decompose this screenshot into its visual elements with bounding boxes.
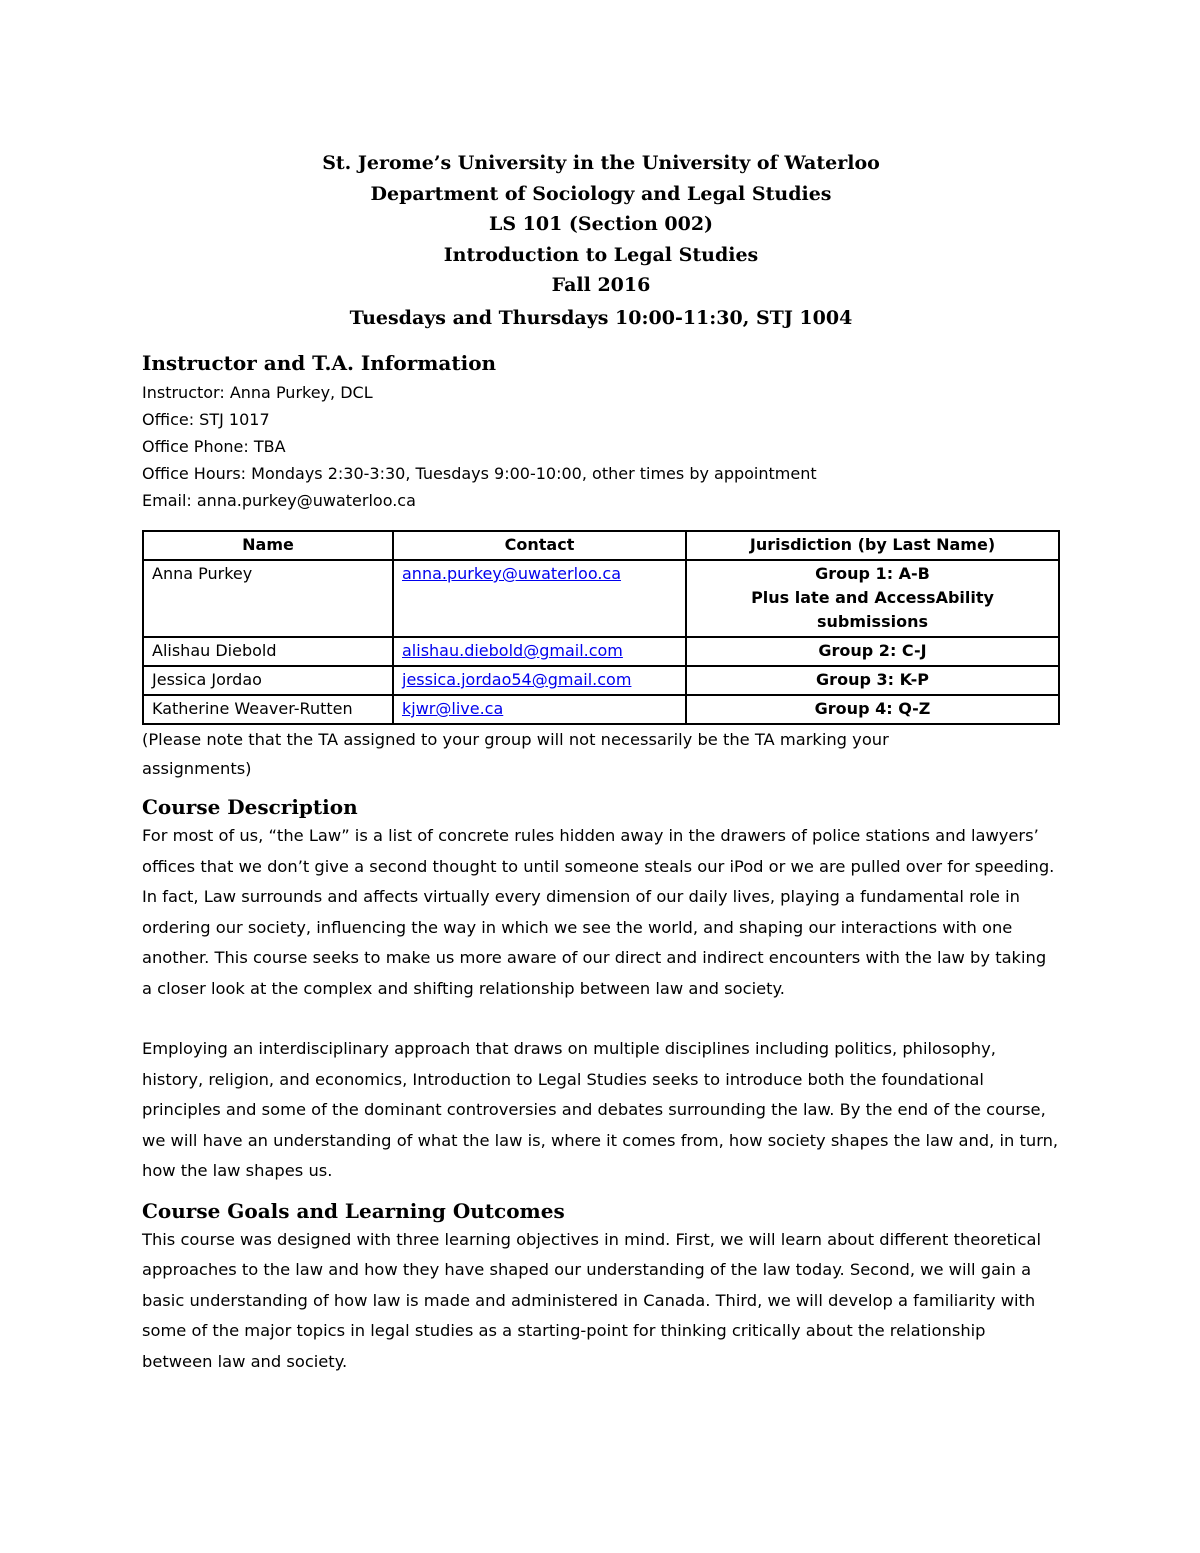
jurisdiction-extra: Plus late and AccessAbility submissions (751, 588, 994, 631)
course-title: Introduction to Legal Studies (443, 243, 759, 266)
ta-email-link[interactable]: alishau.diebold@gmail.com (402, 641, 623, 660)
column-header-contact: Contact (393, 531, 686, 560)
table-header-row (143, 531, 1059, 560)
jurisdiction-group: Group 1: A-B (815, 564, 930, 583)
course-schedule: Tuesdays and Thursdays 10:00-11:30, STJ 1004 (349, 306, 853, 329)
course-header (142, 148, 1060, 333)
instructor-info (142, 379, 1060, 514)
course-goals-heading: Course Goals and Learning Outcomes (142, 1198, 565, 1223)
ta-name: Katherine Weaver-Rutten (143, 695, 393, 724)
ta-contact (393, 637, 686, 666)
course-description-paragraph-1: For most of us, “the Law” is a list of concrete rules hidden away in the drawers of police stations and lawyers’ offices that we don’t give a second thought to until someone steals our iPod or we are pulled over for speeding. In fact, Law surrounds and affects virtually every dimension of our daily lives, playing a fundamental role in ordering our society, influencing the way in which we see the world, and shaping our interactions with one another. This course seeks to make us more aware of our direct and indirect encounters with the law by taking a closer look at the complex and shifting relationship between law and society. (142, 826, 1055, 998)
office-hours: Office Hours: Mondays 2:30-3:30, Tuesdays 9:00-10:00, other times by appointment (142, 464, 817, 483)
table-row (143, 695, 1059, 724)
ta-table (142, 530, 1060, 725)
syllabus-page (142, 148, 1060, 1377)
ta-jurisdiction: Group 3: K-P (686, 666, 1059, 695)
course-description-heading: Course Description (142, 795, 358, 819)
column-header-name: Name (143, 531, 393, 560)
course-description-paragraph-2: Employing an interdisciplinary approach that draws on multiple disciplines including politics, philosophy, history, religion, and economics, Introduction to Legal Studies seeks to introduce both the foundational principles and some of the dominant controversies and debates surrounding the law. By the end of the course, we will have an understanding of what the law is, where it comes from, how society shapes the law and, in turn, how the law shapes us. (142, 1039, 1059, 1180)
ta-email-link[interactable]: jessica.jordao54@gmail.com (402, 670, 632, 689)
department-title: Department of Sociology and Legal Studies (370, 182, 832, 205)
ta-contact (393, 666, 686, 695)
ta-jurisdiction (686, 560, 1059, 637)
ta-email-link[interactable]: anna.purkey@uwaterloo.ca (402, 564, 622, 583)
ta-contact (393, 560, 686, 637)
table-row (143, 560, 1059, 637)
office-phone: Office Phone: TBA (142, 437, 286, 456)
column-header-jurisdiction: Jurisdiction (by Last Name) (686, 531, 1059, 560)
instructor-name: Instructor: Anna Purkey, DCL (142, 383, 373, 402)
course-code: LS 101 (Section 002) (488, 213, 714, 235)
table-row (143, 666, 1059, 695)
table-row (143, 637, 1059, 666)
ta-jurisdiction: Group 4: Q-Z (686, 695, 1059, 724)
instructor-email: Email: anna.purkey@uwaterloo.ca (142, 491, 416, 510)
ta-name: Jessica Jordao (143, 666, 393, 695)
ta-jurisdiction: Group 2: C-J (686, 637, 1059, 666)
ta-contact (393, 695, 686, 724)
ta-name: Anna Purkey (143, 560, 393, 637)
instructor-heading: Instructor and T.A. Information (142, 351, 497, 375)
course-goals-paragraph: This course was designed with three learning objectives in mind. First, we will learn about different theoretical approaches to the law and how they have shaped our understanding of the law today. Second, we will gain a basic understanding of how law is made and administered in Canada. Third, we will develop a familiarity with some of the major topics in legal studies as a starting-point for thinking critically about the relationship between law and society. (142, 1229, 1041, 1371)
university-title: St. Jerome’s University in the University of Waterloo (322, 152, 880, 174)
ta-name: Alishau Diebold (143, 637, 393, 666)
course-term: Fall 2016 (551, 274, 651, 296)
office-location: Office: STJ 1017 (142, 410, 270, 429)
ta-email-link[interactable]: kjwr@live.ca (402, 699, 504, 718)
ta-note: (Please note that the TA assigned to your group will not necessarily be the TA marking your assignments) (142, 730, 889, 778)
